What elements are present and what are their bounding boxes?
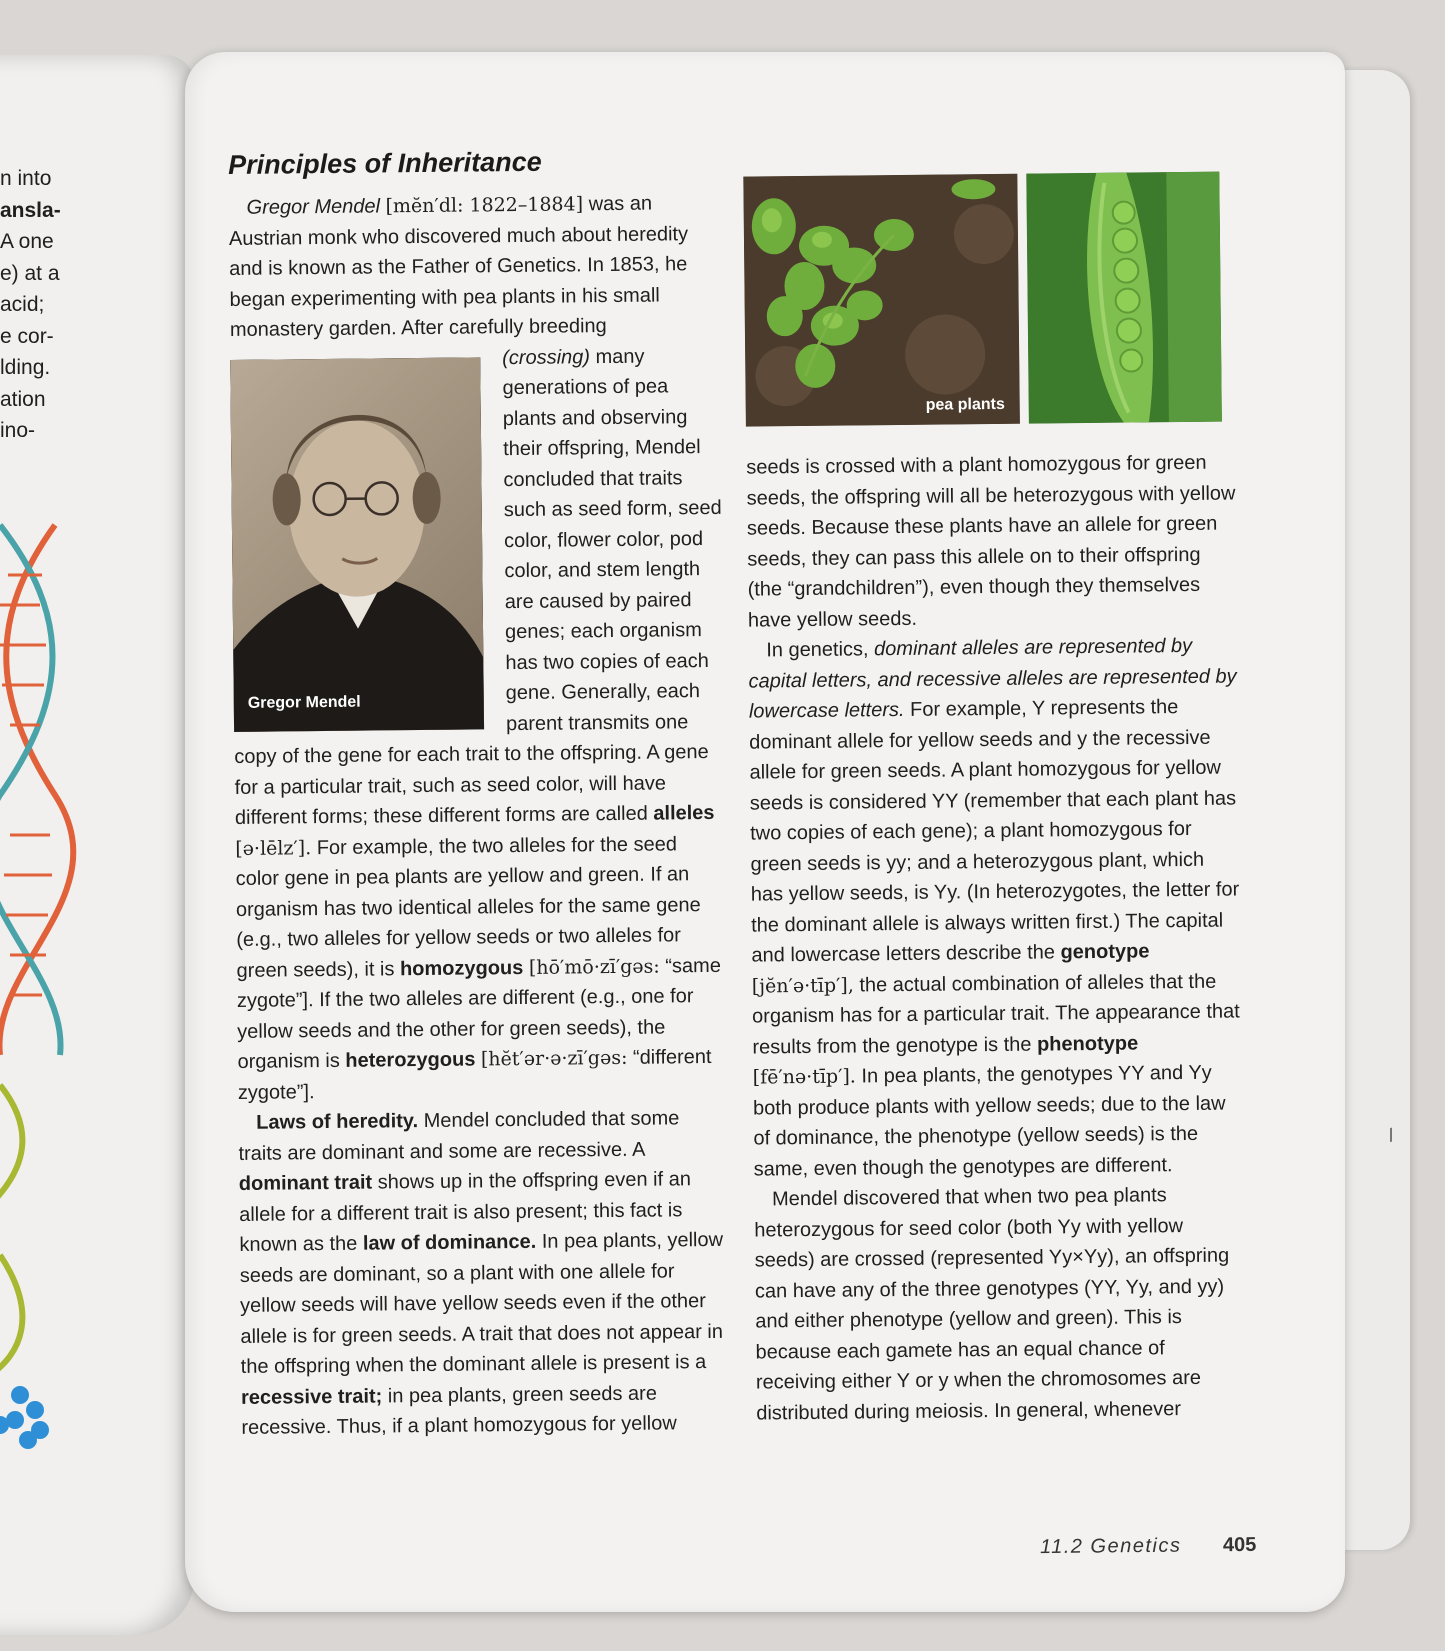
intro-text-d: If the two alleles are different (e.g., one for yellow seeds and the other for green seeds), the organism is [237,985,694,1073]
heterozygous-pronunciation: [hĕt′ər·ə·zī′gəs: [480,1046,628,1071]
genotype-text-c: the actual combination of alleles that the organism has for a particular trait. The appearance that results from the genotype is the [751,970,1240,1059]
alleles-term: alleles [653,801,715,825]
homozygous-term: homozygous [399,956,524,980]
allele-notation-rule: dominant alleles are represented by capital letters, and recessive alleles are represented by lowercase letters. [748,634,1237,723]
mendel-name: Gregor Mendel [246,195,381,219]
left-page-text [0,163,195,447]
phenotype-term: phenotype [1036,1032,1139,1056]
genotype-term: genotype [1060,940,1150,964]
homozygous-pronunciation: [hō′mō·zī′gəs: [528,955,660,979]
left-line: e) at a [0,261,60,285]
intro-text-b: many generations of pea plants and observing their offspring, Mendel concluded that traits such as seed form, seed color, flower color, pod color, and stem length are caused by paired genes; each organism has two copies of each gene. Generally, each parent transmits one copy of the gene for each trait to the offspring. A gene for a particular trait, such as seed color, will have different forms; these different forms are called [234,345,722,829]
right-column [746,447,1246,1428]
left-line: e cor- [0,324,54,348]
genotype-text-d: In pea plants, the genotypes YY and Yy both produce plants with yellow seeds; due to the law of dominance, the phenotype (yellow seeds) is the same, even though the genotypes are different. [752,1061,1226,1181]
left-line: ino- [0,419,36,442]
alleles-pronunciation: [ə·lēlz′]. [235,836,312,860]
left-line: A one [0,230,54,253]
left-line: lding. [0,356,51,379]
heredity-subhead: Laws of heredity. [256,1110,419,1134]
page-number: 405 [1222,1533,1257,1557]
genotype-text-a: In genetics, [766,638,869,662]
page-footer [1040,1534,1257,1559]
heterozygous-gloss: “different zygote”]. [237,1045,712,1104]
mendel-pronunciation: [mĕn′dl: 1822–1884] [385,193,584,218]
left-column [228,188,731,1444]
genotype-paragraph [748,630,1244,1184]
dominant-trait-term: dominant trait [238,1171,373,1195]
dna-illustration [0,495,90,1455]
left-line: ansla- [0,198,61,222]
intro-paragraph [228,188,720,346]
pea-plants-caption: pea plants [925,395,1005,414]
homozygous-gloss: “same zygote”]. [236,954,722,1012]
mendel-caption: Gregor Mendel [247,693,361,712]
left-facing-page [0,55,195,1635]
heredity-text-d: in pea plants, green seeds are recessive. Thus, if a plant homozygous for yellow [241,1382,677,1439]
left-line: ation [0,387,46,411]
crossing-paragraph: seeds is crossed with a plant homozygous for green seeds, the offspring will all be heterozygous with yellow seeds. Because these plants have an allele for green seeds, they can pass this allele on to their offspring (the “grandchildren”), even though they themselves have yellow seeds. [746,451,1236,632]
heredity-text-b: shows up in the offspring even if an allele for a different trait is also present; this fact is known as the [239,1168,691,1256]
genotype-pronunciation: [jĕn′ə·tīp′], [751,973,854,998]
meiosis-paragraph: Mendel discovered that when two pea plants heterozygous for seed color (both Yy with yellow seeds) are crossed (represented Yy×Yy), an offspring can have any of the three genotypes (YY, Yy, and yy) and either phenotype (yellow and green). This is because each gamete has an equal chance of receiving either Y or y when the chromosomes are distributed during meiosis. In general, whenever [754,1184,1230,1425]
left-line: acid; [0,293,45,316]
recessive-trait-term: recessive trait; [240,1384,383,1409]
molecule-icon [0,1386,49,1449]
left-line: n into [0,167,52,190]
pea-plants-photo [743,174,1020,427]
phenotype-pronunciation: [fē′nə·tīp′]. [752,1065,857,1089]
heterozygous-term: heterozygous [345,1048,476,1072]
pea-pod-photo [1026,172,1222,424]
mendel-portrait [230,357,484,732]
running-footer-section: 11.2 Genetics [1039,1534,1182,1559]
crossing-term: (crossing) [502,345,591,369]
intro-text-a: was an Austrian monk who discovered much about heredity and is known as the Father of Genetics. In 1853, he began experimenting with pea plants in his small monastery garden. After carefully breeding [228,192,689,341]
law-of-dominance-term: law of dominance. [362,1230,537,1255]
page-content [228,140,1242,1530]
heredity-text-c: In pea plants, yellow seeds are dominant, so a plant with one allele for yellow seeds will have yellow seeds even if the other allele is for green seeds. A trait that does not appear in the offspring when the dominant allele is present is a [239,1228,724,1378]
heredity-text-a: Mendel concluded that some traits are dominant and some are recessive. A [238,1107,680,1165]
genotype-text-b: For example, Y represents the dominant allele for yellow seeds and y the recessive allele for green seeds. A plant homozygous for yellow seeds is considered YY (remember that each plant has two copies of each gene); a plant homozygous for green seeds is yy; and a heterozygous plant, which has yellow seeds, is Yy. (In heterozygotes, the letter for the dominant allele is always written first.) The capital and lowercase letters describe the [749,696,1240,967]
intro-text-c: For example, the two alleles for the seed color gene in pea plants are yellow and green. If an organism has two identical alleles for the same gene (e.g., two alleles for yellow seeds or two alleles for green seeds), it is [235,832,701,982]
heredity-paragraph [238,1103,731,1444]
section-heading: Principles of Inheritance [228,146,542,180]
